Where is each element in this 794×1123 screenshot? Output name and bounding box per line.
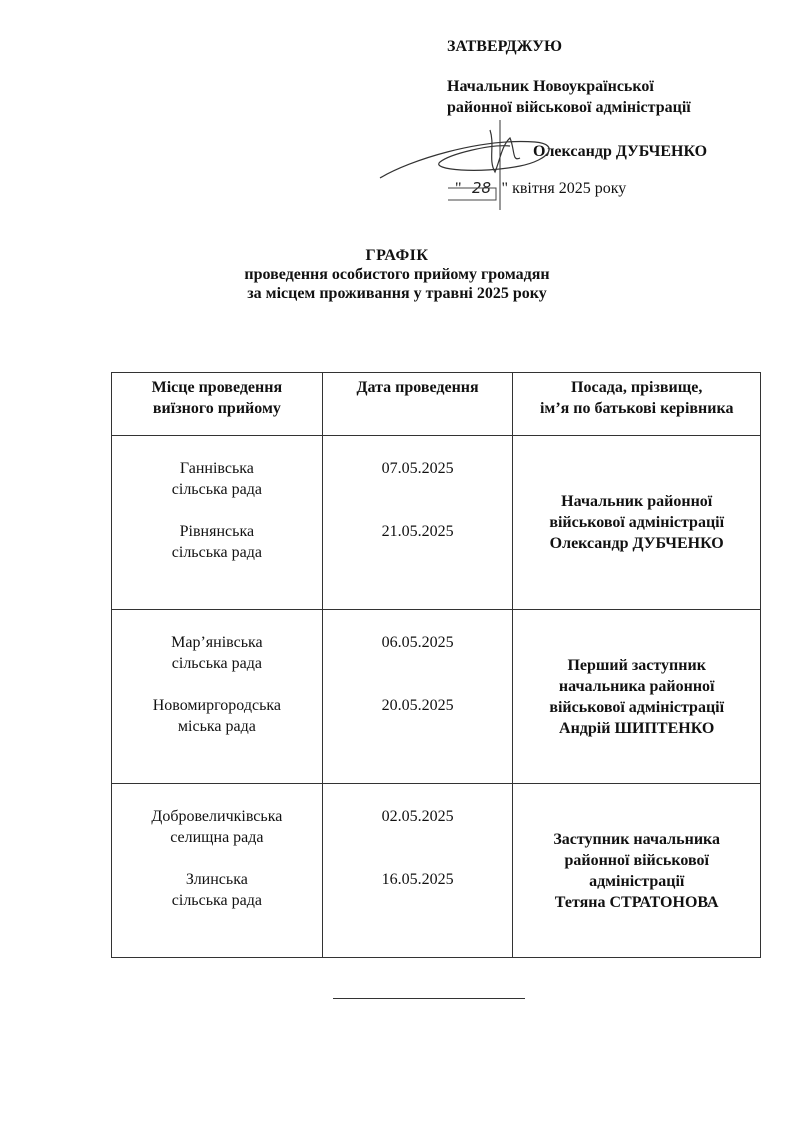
header-head-line2: ім’я по батькові керівника	[539, 400, 734, 417]
header-head-line1: Посада, прізвище,	[571, 379, 703, 396]
place-cell	[112, 436, 323, 610]
approval-position-line1: Начальник Новоукраїнської	[447, 78, 654, 95]
visit-date: 02.05.2025	[381, 808, 454, 825]
place-cell	[112, 610, 323, 784]
place-type: селищна рада	[170, 829, 264, 846]
header-date	[322, 373, 513, 436]
place-type: сільська рада	[171, 481, 262, 498]
place-name: Добровеличківська	[151, 808, 283, 825]
visit-date: 20.05.2025	[381, 697, 454, 714]
date-day: 28	[471, 179, 492, 197]
visit-date: 21.05.2025	[381, 523, 454, 540]
header-head	[513, 373, 761, 436]
place-cell	[112, 784, 323, 958]
approval-title: ЗАТВЕРДЖУЮ	[447, 38, 563, 55]
approval-name: Олександр ДУБЧЕНКО	[533, 143, 708, 160]
date-cell	[322, 784, 513, 958]
head-line: Тетяна СТРАТОНОВА	[554, 893, 719, 911]
document-title	[0, 246, 794, 303]
visit-date: 06.05.2025	[381, 634, 454, 651]
header-date-text: Дата проведення	[356, 379, 479, 396]
date-cell	[322, 610, 513, 784]
place-type: міська рада	[177, 718, 256, 735]
head-line: військової адміністрації	[549, 698, 725, 716]
header-place-line1: Місце проведення	[151, 379, 283, 396]
place-name: Новомиргородська	[152, 697, 281, 714]
head-line: адміністрації	[589, 872, 685, 890]
place-name: Мар’янівська	[171, 634, 263, 651]
closing-divider	[333, 998, 525, 999]
head-line: Перший заступник	[567, 656, 706, 674]
document-subtitle-line2: за місцем проживання у травні 2025 року	[247, 285, 547, 302]
date-open-quote: "	[455, 180, 462, 197]
table-row	[112, 784, 761, 958]
signature-icon	[370, 100, 570, 210]
schedule-table	[111, 372, 761, 958]
date-cell	[322, 436, 513, 610]
date-rest: квітня 2025 року	[512, 180, 627, 197]
document-title-main: ГРАФІК	[365, 247, 429, 264]
place-type: сільська рада	[171, 892, 262, 909]
head-cell	[513, 610, 761, 784]
visit-date: 07.05.2025	[381, 460, 454, 477]
date-close-quote: "	[501, 180, 509, 197]
head-line: Заступник начальника	[553, 830, 721, 848]
head-cell	[513, 784, 761, 958]
approval-position-line2: районної військової адміністрації	[447, 99, 691, 116]
place-type: сільська рада	[171, 655, 262, 672]
place-name: Ганнівська	[179, 460, 254, 477]
head-cell	[513, 436, 761, 610]
table-header-row	[112, 373, 761, 436]
head-line: Андрій ШИПТЕНКО	[559, 719, 715, 737]
header-place	[112, 373, 323, 436]
header-place-line2: виїзного прийому	[152, 400, 281, 417]
head-line: військової адміністрації	[549, 514, 725, 531]
head-line: Олександр ДУБЧЕНКО	[549, 535, 724, 552]
visit-date: 16.05.2025	[381, 871, 454, 888]
place-name: Злинська	[185, 871, 248, 888]
head-line: Начальник районної	[561, 493, 713, 510]
place-type: сільська рада	[171, 544, 262, 561]
place-name: Рівнянська	[179, 523, 255, 540]
document-subtitle-line1: проведення особистого прийому громадян	[244, 266, 550, 283]
table-row	[112, 610, 761, 784]
table-row	[112, 436, 761, 610]
head-line: районної військової	[564, 851, 709, 869]
head-line: начальника районної	[558, 677, 715, 695]
